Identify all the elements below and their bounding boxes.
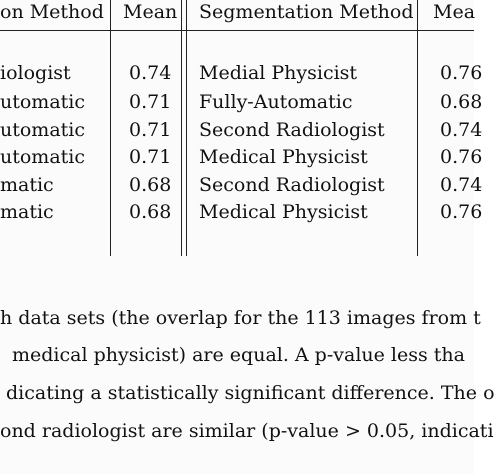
header-segmentation-method-left: on Method	[0, 1, 104, 23]
row5-right-method: Second Radiologist	[199, 174, 385, 196]
column-rule-1	[110, 0, 111, 256]
row2-right-method: Fully-Automatic	[199, 91, 353, 113]
row5-right-mean: 0.74	[440, 174, 483, 196]
row4-left-mean: 0.71	[129, 146, 172, 168]
row4-right-mean: 0.76	[440, 146, 483, 168]
paragraph-line-4: ond radiologist are similar (p-value > 0.05, indicati	[0, 420, 494, 442]
header-rule	[0, 30, 474, 31]
row1-left-method: iologist	[0, 62, 71, 84]
row6-right-method: Medical Physicist	[199, 201, 368, 223]
paragraph-line-3: dicating a statistically significant difference. The o	[6, 382, 495, 404]
paragraph-line-2: medical physicist) are equal. A p-value less tha	[12, 344, 465, 366]
column-rule-2a	[181, 0, 182, 256]
paragraph-line-1: h data sets (the overlap for the 113 images from t	[0, 307, 481, 329]
row2-left-method: utomatic	[0, 91, 86, 113]
row3-right-mean: 0.74	[440, 119, 483, 141]
row1-right-mean: 0.76	[440, 62, 483, 84]
row6-left-method: matic	[0, 201, 54, 223]
row4-left-method: utomatic	[0, 146, 86, 168]
row2-right-mean: 0.68	[440, 91, 483, 113]
row1-left-mean: 0.74	[129, 62, 172, 84]
header-mean-right: Mea	[433, 1, 476, 23]
row4-right-method: Medical Physicist	[199, 146, 368, 168]
row3-right-method: Second Radiologist	[199, 119, 385, 141]
column-rule-3	[417, 0, 418, 256]
row5-left-method: matic	[0, 174, 54, 196]
row2-left-mean: 0.71	[129, 91, 172, 113]
row5-left-mean: 0.68	[129, 174, 172, 196]
row6-left-mean: 0.68	[129, 201, 172, 223]
row6-right-mean: 0.76	[440, 201, 483, 223]
header-segmentation-method-right: Segmentation Method	[199, 1, 414, 23]
row1-right-method: Medial Physicist	[199, 62, 358, 84]
row3-left-method: utomatic	[0, 119, 86, 141]
row3-left-mean: 0.71	[129, 119, 172, 141]
column-rule-2b	[186, 0, 187, 256]
header-mean-left: Mean	[123, 1, 178, 23]
